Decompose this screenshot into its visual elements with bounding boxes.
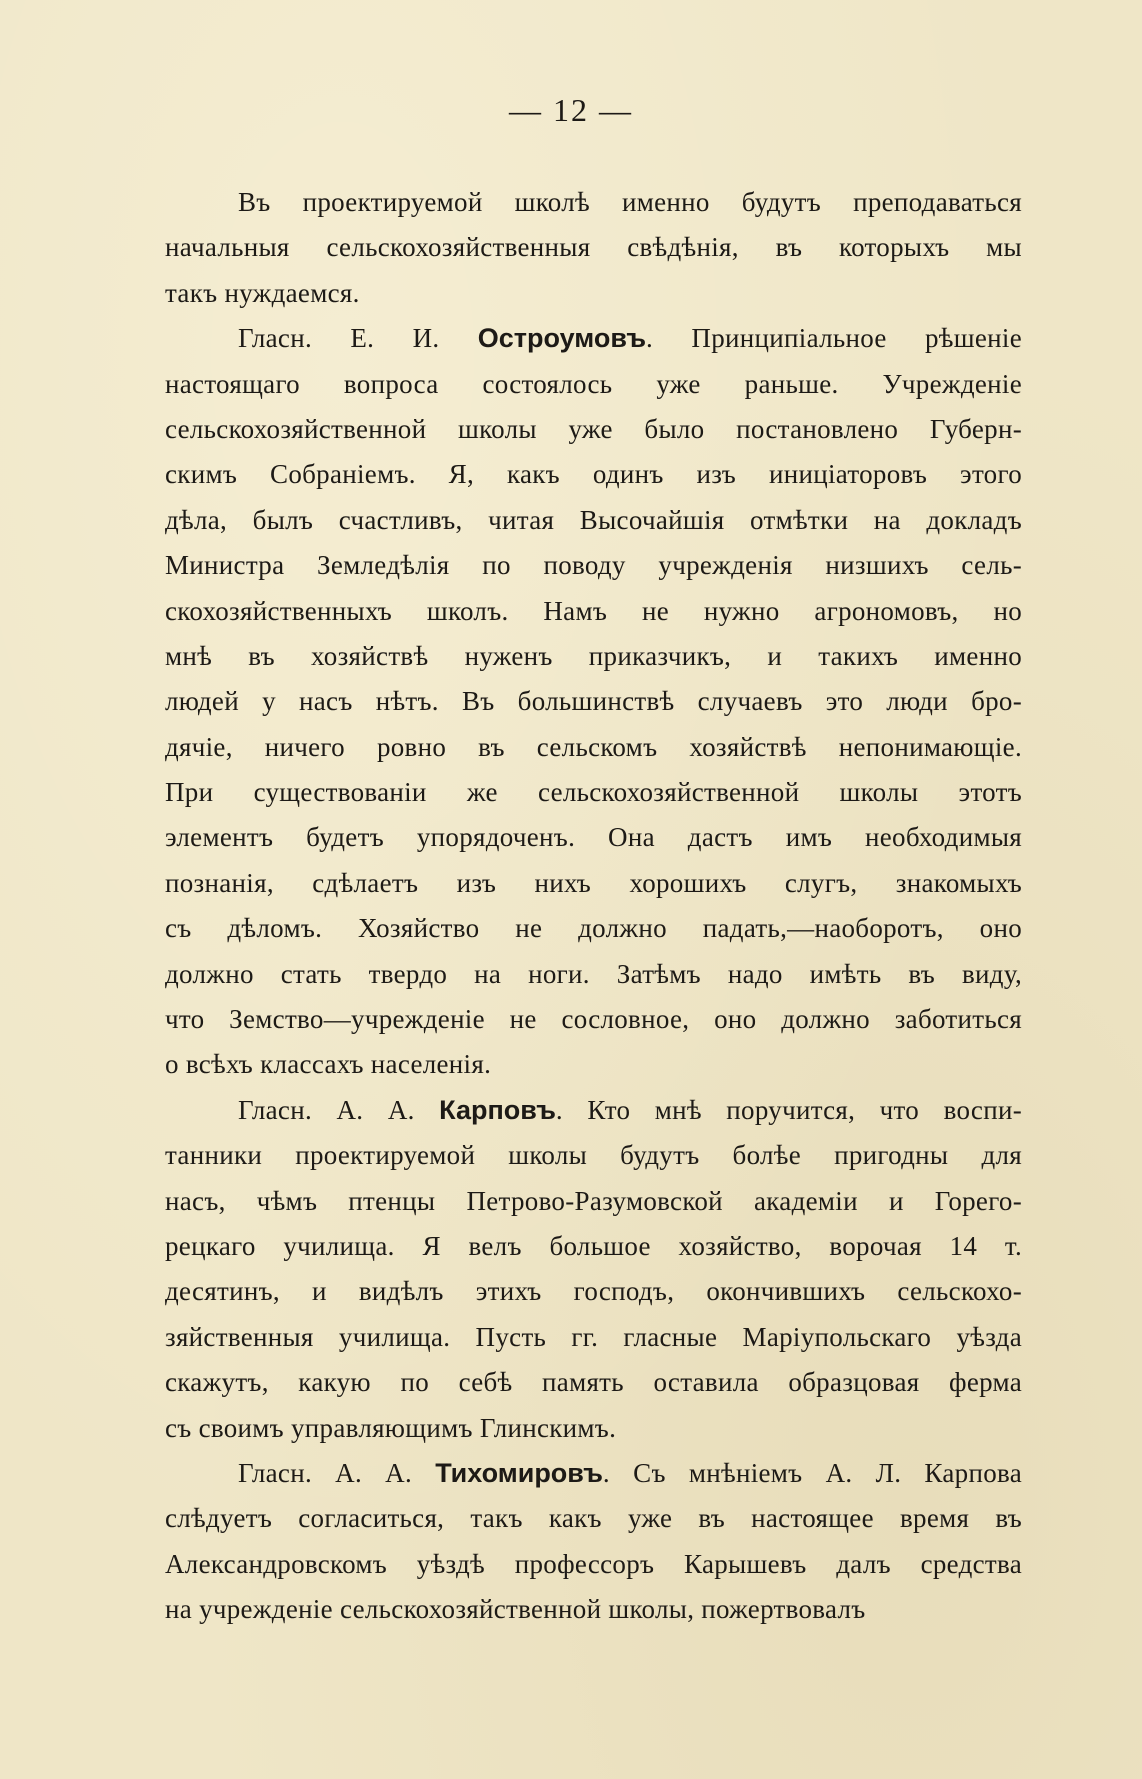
text-line: дячіе, ничего ровно въ сельскомъ хозяйствѣ непонимающіе.	[165, 731, 1022, 762]
text-line: должно стать твердо на ноги. Затѣмъ надо имѣть въ виду,	[165, 958, 1022, 989]
text-line: съ дѣломъ. Хозяйство не должно падать,—наоборотъ, оно	[165, 913, 1022, 944]
speaker-prefix: Гласн. А. А.	[238, 1094, 440, 1125]
text-line: зяйственныя училища. Пусть гг. гласные Маріупольскаго уѣзда	[165, 1321, 1022, 1352]
text-line: слѣдуетъ согласиться, такъ какъ уже въ настоящее время въ	[165, 1503, 1022, 1534]
text-line: рецкаго училища. Я велъ большое хозяйство, ворочая 14 т.	[165, 1230, 1022, 1261]
text-line: такъ нуждаемся.	[165, 277, 360, 308]
body-text	[165, 180, 1022, 1633]
speaker-remark-start: . Принципіальное рѣшеніе	[646, 323, 1022, 354]
text-line: При существованіи же сельскохозяйственной школы этотъ	[165, 777, 1022, 808]
text-line: скохозяйственныхъ школъ. Намъ не нужно агрономовъ, но	[165, 595, 1022, 626]
text-line: на учрежденіе сельскохозяйственной школы, пожертвовалъ	[165, 1594, 866, 1625]
speaker-remark-start: . Кто мнѣ поручится, что воспи-	[555, 1094, 1022, 1125]
speaker-name: Остроумовъ	[477, 323, 647, 354]
text-line: настоящаго вопроса состоялось уже раньше. Учрежденіе	[165, 368, 1022, 399]
text-line: насъ, чѣмъ птенцы Петрово-Разумовской академіи и Горего-	[165, 1185, 1022, 1216]
speaker-name: Карповъ	[439, 1094, 556, 1125]
text-line: сельскохозяйственной школы уже было постановлено Губерн-	[165, 413, 1022, 444]
text-line	[165, 1451, 1022, 1496]
text-line	[165, 316, 1022, 361]
paragraph	[165, 1088, 1022, 1451]
paragraph	[165, 1451, 1022, 1633]
text-line: танники проектируемой школы будутъ болѣе пригодны для	[165, 1140, 1022, 1171]
text-line: Министра Земледѣлія по поводу учрежденія низшихъ сель-	[165, 550, 1022, 581]
page-number: — 12 —	[509, 92, 633, 128]
text-line: мнѣ въ хозяйствѣ нуженъ приказчикъ, и такихъ именно	[165, 640, 1022, 671]
text-line: познанія, сдѣлаетъ изъ нихъ хорошихъ слугъ, знакомыхъ	[165, 867, 1022, 898]
text-line: съ своимъ управляющимъ Глинскимъ.	[165, 1412, 617, 1443]
paragraph	[165, 316, 1022, 1088]
text-line	[165, 1088, 1022, 1133]
text-line: о всѣхъ классахъ населенія.	[165, 1049, 492, 1080]
text-line: дѣла, былъ счастливъ, читая Высочайшiя отмѣтки на докладъ	[165, 504, 1022, 535]
text-line: Въ проектируемой школѣ именно будутъ преподаваться	[238, 187, 1022, 217]
text-line: Александровскомъ уѣздѣ профессоръ Карышевъ далъ средства	[165, 1548, 1022, 1579]
speaker-prefix: Гласн. А. А.	[238, 1457, 436, 1488]
text-line: скажутъ, какую по себѣ память оставила образцовая ферма	[165, 1367, 1022, 1398]
text-line: начальныя сельскохозяйственныя свѣдѣнія, въ которыхъ мы	[165, 232, 1022, 263]
speaker-prefix: Гласн. Е. И.	[238, 323, 478, 354]
text-line: что Земство—учрежденіе не сословное, оно должно заботиться	[165, 1004, 1022, 1035]
speaker-remark-start: . Съ мнѣніемъ А. Л. Карпова	[602, 1457, 1022, 1488]
speaker-name: Тихомировъ	[435, 1457, 603, 1488]
paragraph	[165, 180, 1022, 316]
text-line: скимъ Собраніемъ. Я, какъ одинъ изъ иниціаторовъ этого	[165, 459, 1022, 490]
text-line: людей у насъ нѣтъ. Въ большинствѣ случаевъ это люди бро-	[165, 686, 1022, 717]
text-line: десятинъ, и видѣлъ этихъ господъ, окончившихъ сельскохо-	[165, 1276, 1022, 1307]
text-line: элементъ будетъ упорядоченъ. Она дастъ имъ необходимыя	[165, 822, 1022, 853]
